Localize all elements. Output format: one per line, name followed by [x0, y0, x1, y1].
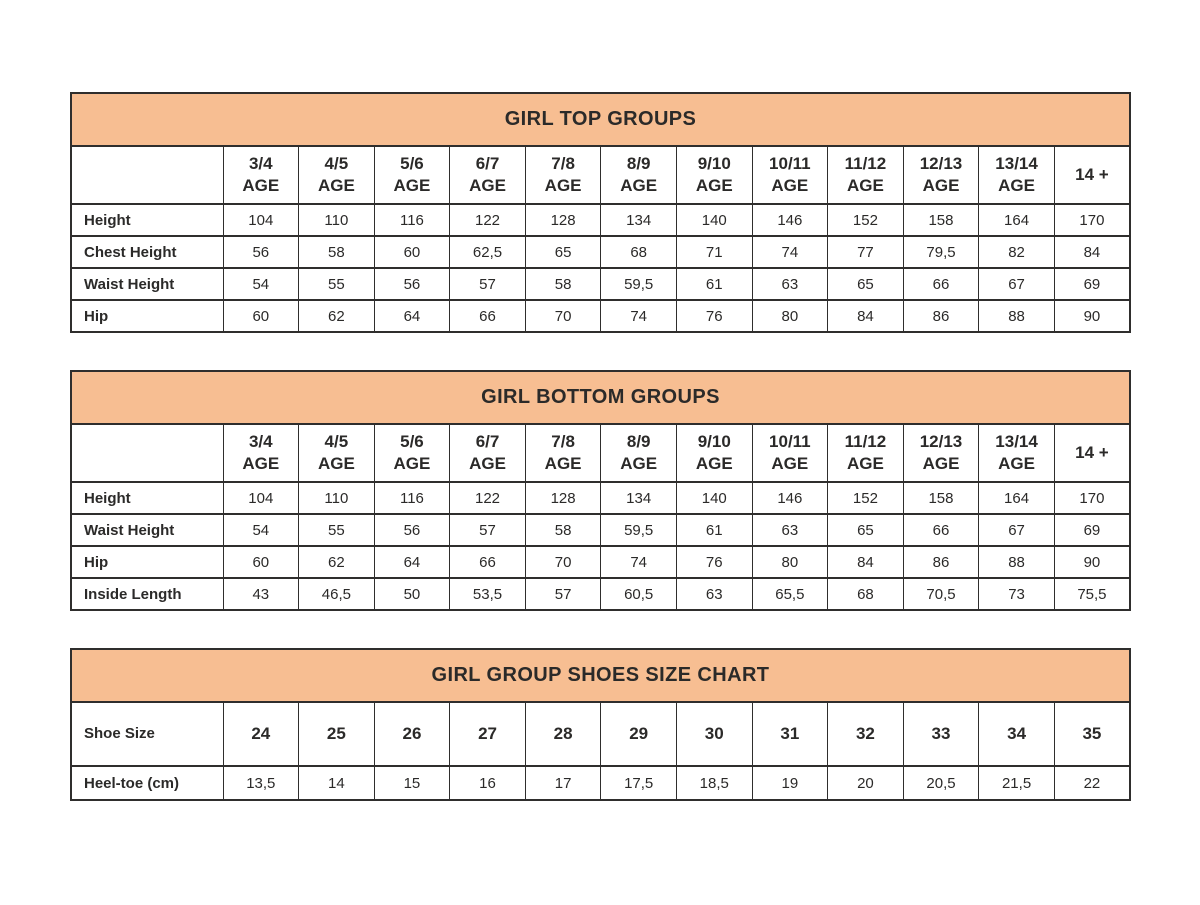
girl-shoes-size-table [70, 648, 1131, 801]
row-label: Height [71, 482, 223, 514]
column-header [903, 702, 979, 766]
column-header-label: 4/5 [324, 153, 349, 173]
cell-value: 84 [828, 300, 904, 332]
column-header [223, 424, 299, 482]
column-header-label: 14 + [1075, 442, 1109, 462]
column-header-label: 34 [1007, 723, 1027, 743]
cell-value: 65,5 [752, 578, 828, 610]
title-row [71, 649, 1130, 702]
title-row [71, 93, 1130, 146]
cell-value: 54 [223, 268, 299, 300]
cell-value: 122 [450, 204, 526, 236]
column-header-label: 4/5 [324, 431, 349, 451]
cell-value: 15 [374, 766, 450, 800]
column-header-label: 5/6 [400, 431, 424, 451]
column-header-sublabel: AGE [317, 454, 355, 473]
row-label: Chest Height [71, 236, 223, 268]
cell-value: 86 [903, 300, 979, 332]
cell-value: 140 [676, 204, 752, 236]
column-header-label: 8/9 [626, 431, 651, 451]
column-header-sublabel: AGE [317, 176, 355, 195]
column-header [525, 702, 601, 766]
column-header [979, 146, 1055, 204]
column-header-label: 10/11 [769, 431, 811, 451]
column-header [1054, 424, 1130, 482]
column-header-label: 8/9 [626, 153, 651, 173]
table-row [71, 578, 1130, 610]
cell-value: 68 [828, 578, 904, 610]
row-label: Waist Height [71, 268, 223, 300]
column-header-label: 13/14 [995, 153, 1038, 173]
cell-value: 67 [979, 268, 1055, 300]
header-label-cell [71, 146, 223, 204]
row-label: Hip [71, 546, 223, 578]
cell-value: 56 [374, 514, 450, 546]
cell-value: 56 [223, 236, 299, 268]
column-header-sublabel: AGE [771, 454, 809, 473]
column-header [601, 146, 677, 204]
cell-value: 76 [676, 546, 752, 578]
cell-value: 57 [450, 514, 526, 546]
cell-value: 66 [450, 546, 526, 578]
cell-value: 43 [223, 578, 299, 610]
table-title: GIRL TOP GROUPS [71, 93, 1130, 146]
cell-value: 74 [601, 546, 677, 578]
column-header [374, 702, 450, 766]
column-header-sublabel: AGE [393, 454, 431, 473]
cell-value: 63 [752, 268, 828, 300]
column-header [525, 146, 601, 204]
cell-value: 58 [525, 514, 601, 546]
cell-value: 13,5 [223, 766, 299, 800]
column-header [223, 702, 299, 766]
column-header-label: 29 [629, 723, 649, 743]
cell-value: 66 [903, 514, 979, 546]
column-header-sublabel: AGE [846, 454, 884, 473]
cell-value: 61 [676, 514, 752, 546]
cell-value: 58 [525, 268, 601, 300]
cell-value: 69 [1054, 514, 1130, 546]
cell-value: 80 [752, 546, 828, 578]
column-header-label: 7/8 [551, 431, 575, 451]
cell-value: 60 [374, 236, 450, 268]
cell-value: 84 [1054, 236, 1130, 268]
cell-value: 82 [979, 236, 1055, 268]
cell-value: 116 [374, 482, 450, 514]
column-header-sublabel: AGE [695, 454, 733, 473]
column-header [828, 702, 904, 766]
column-header-row [71, 146, 1130, 204]
column-header [676, 424, 752, 482]
cell-value: 134 [601, 482, 677, 514]
column-header [1054, 702, 1130, 766]
column-header [828, 424, 904, 482]
cell-value: 63 [676, 578, 752, 610]
column-header [450, 146, 526, 204]
cell-value: 17,5 [601, 766, 677, 800]
girl-top-groups-section [70, 92, 1131, 333]
column-header-label: 3/4 [248, 431, 273, 451]
column-header-label: 11/12 [844, 431, 887, 451]
cell-value: 64 [374, 300, 450, 332]
cell-value: 140 [676, 482, 752, 514]
column-header [601, 424, 677, 482]
cell-value: 62 [299, 546, 375, 578]
cell-value: 146 [752, 204, 828, 236]
cell-value: 79,5 [903, 236, 979, 268]
column-header [903, 146, 979, 204]
column-header-sublabel: AGE [922, 454, 960, 473]
cell-value: 90 [1054, 546, 1130, 578]
cell-value: 46,5 [299, 578, 375, 610]
cell-value: 67 [979, 514, 1055, 546]
cell-value: 84 [828, 546, 904, 578]
row-label: Waist Height [71, 514, 223, 546]
cell-value: 128 [525, 204, 601, 236]
column-header [299, 702, 375, 766]
header-label-cell [71, 424, 223, 482]
column-header [374, 146, 450, 204]
cell-value: 56 [374, 268, 450, 300]
column-header-label: 24 [251, 723, 271, 743]
cell-value: 59,5 [601, 268, 677, 300]
cell-value: 74 [752, 236, 828, 268]
column-header [752, 702, 828, 766]
cell-value: 65 [828, 268, 904, 300]
cell-value: 70 [525, 300, 601, 332]
column-header-sublabel: AGE [393, 176, 431, 195]
cell-value: 134 [601, 204, 677, 236]
column-header-label: 26 [402, 723, 422, 743]
row-label: Inside Length [71, 578, 223, 610]
column-header-sublabel: AGE [998, 176, 1035, 195]
cell-value: 122 [450, 482, 526, 514]
column-header [903, 424, 979, 482]
column-header-label: 9/10 [697, 153, 731, 173]
column-header-label: 6/7 [475, 153, 500, 173]
column-header-label: 14 + [1075, 164, 1109, 184]
cell-value: 69 [1054, 268, 1130, 300]
cell-value: 73 [979, 578, 1055, 610]
column-header [979, 702, 1055, 766]
column-header-sublabel: AGE [846, 176, 884, 195]
cell-value: 70 [525, 546, 601, 578]
cell-value: 75,5 [1054, 578, 1130, 610]
table-title: GIRL BOTTOM GROUPS [71, 371, 1130, 424]
cell-value: 58 [299, 236, 375, 268]
cell-value: 63 [752, 514, 828, 546]
cell-value: 104 [223, 482, 299, 514]
row-label: Height [71, 204, 223, 236]
column-header-label: 35 [1082, 723, 1102, 743]
column-header [752, 146, 828, 204]
row-label: Heel-toe (cm) [71, 766, 223, 800]
column-header-sublabel: AGE [998, 454, 1035, 473]
cell-value: 20 [828, 766, 904, 800]
cell-value: 68 [601, 236, 677, 268]
header-label-cell: Shoe Size [71, 702, 223, 766]
cell-value: 104 [223, 204, 299, 236]
cell-value: 164 [979, 482, 1055, 514]
girl-shoes-size-section [70, 648, 1131, 801]
column-header-label: 31 [780, 723, 800, 743]
column-header-sublabel: AGE [695, 176, 733, 195]
cell-value: 64 [374, 546, 450, 578]
column-header [299, 146, 375, 204]
cell-value: 86 [903, 546, 979, 578]
column-header-sublabel: AGE [242, 176, 280, 195]
cell-value: 66 [450, 300, 526, 332]
column-header-sublabel: AGE [469, 176, 506, 195]
cell-value: 70,5 [903, 578, 979, 610]
cell-value: 88 [979, 300, 1055, 332]
cell-value: 158 [903, 204, 979, 236]
column-header [601, 702, 677, 766]
cell-value: 57 [525, 578, 601, 610]
column-header-sublabel: AGE [242, 454, 280, 473]
cell-value: 77 [828, 236, 904, 268]
column-header-label: 13/14 [995, 431, 1038, 451]
cell-value: 110 [299, 204, 375, 236]
column-header [374, 424, 450, 482]
column-header-sublabel: AGE [544, 176, 582, 195]
column-header [450, 424, 526, 482]
cell-value: 50 [374, 578, 450, 610]
cell-value: 65 [828, 514, 904, 546]
column-header-row [71, 424, 1130, 482]
column-header-label: 7/8 [551, 153, 575, 173]
cell-value: 62,5 [450, 236, 526, 268]
cell-value: 55 [299, 514, 375, 546]
table-row [71, 268, 1130, 300]
cell-value: 128 [525, 482, 601, 514]
cell-value: 22 [1054, 766, 1130, 800]
cell-value: 66 [903, 268, 979, 300]
column-header-label: 12/13 [919, 153, 963, 173]
cell-value: 19 [752, 766, 828, 800]
table-row [71, 300, 1130, 332]
column-header [676, 702, 752, 766]
column-header [1054, 146, 1130, 204]
column-header-sublabel: AGE [620, 176, 658, 195]
cell-value: 65 [525, 236, 601, 268]
column-header [223, 146, 299, 204]
column-header [979, 424, 1055, 482]
cell-value: 60,5 [601, 578, 677, 610]
cell-value: 62 [299, 300, 375, 332]
column-header-row [71, 702, 1130, 766]
column-header-sublabel: AGE [922, 176, 960, 195]
cell-value: 18,5 [676, 766, 752, 800]
column-header-label: 3/4 [248, 153, 273, 173]
title-row [71, 371, 1130, 424]
cell-value: 158 [903, 482, 979, 514]
cell-value: 116 [374, 204, 450, 236]
table-row [71, 766, 1130, 800]
cell-value: 152 [828, 204, 904, 236]
cell-value: 74 [601, 300, 677, 332]
column-header [828, 146, 904, 204]
cell-value: 17 [525, 766, 601, 800]
column-header [752, 424, 828, 482]
girl-bottom-groups-table [70, 370, 1131, 611]
row-label: Hip [71, 300, 223, 332]
cell-value: 152 [828, 482, 904, 514]
table-row [71, 482, 1130, 514]
column-header-label: 25 [326, 723, 346, 743]
table-row [71, 236, 1130, 268]
cell-value: 57 [450, 268, 526, 300]
column-header [676, 146, 752, 204]
cell-value: 71 [676, 236, 752, 268]
girl-top-groups-table [70, 92, 1131, 333]
cell-value: 61 [676, 268, 752, 300]
column-header [525, 424, 601, 482]
column-header-label: 30 [704, 723, 724, 743]
cell-value: 88 [979, 546, 1055, 578]
table-row [71, 546, 1130, 578]
table-row [71, 514, 1130, 546]
column-header-label: 33 [931, 723, 951, 743]
column-header-label: 11/12 [844, 153, 887, 173]
table-title: GIRL GROUP SHOES SIZE CHART [71, 649, 1130, 702]
cell-value: 164 [979, 204, 1055, 236]
column-header-label: 10/11 [769, 153, 811, 173]
cell-value: 76 [676, 300, 752, 332]
cell-value: 110 [299, 482, 375, 514]
cell-value: 170 [1054, 204, 1130, 236]
cell-value: 54 [223, 514, 299, 546]
column-header-sublabel: AGE [469, 454, 506, 473]
column-header-label: 28 [553, 723, 573, 743]
cell-value: 60 [223, 546, 299, 578]
table-row [71, 204, 1130, 236]
column-header [299, 424, 375, 482]
cell-value: 20,5 [903, 766, 979, 800]
cell-value: 16 [450, 766, 526, 800]
cell-value: 80 [752, 300, 828, 332]
cell-value: 170 [1054, 482, 1130, 514]
column-header-label: 32 [855, 723, 875, 743]
cell-value: 146 [752, 482, 828, 514]
cell-value: 55 [299, 268, 375, 300]
column-header-label: 6/7 [475, 431, 500, 451]
column-header-label: 12/13 [919, 431, 963, 451]
column-header [450, 702, 526, 766]
cell-value: 14 [299, 766, 375, 800]
column-header-sublabel: AGE [544, 454, 582, 473]
column-header-sublabel: AGE [620, 454, 658, 473]
cell-value: 21,5 [979, 766, 1055, 800]
column-header-label: 5/6 [400, 153, 424, 173]
column-header-label: 27 [478, 723, 497, 743]
cell-value: 90 [1054, 300, 1130, 332]
column-header-label: 9/10 [697, 431, 731, 451]
girl-bottom-groups-section [70, 370, 1131, 611]
cell-value: 59,5 [601, 514, 677, 546]
column-header-sublabel: AGE [771, 176, 809, 195]
cell-value: 53,5 [450, 578, 526, 610]
cell-value: 60 [223, 300, 299, 332]
